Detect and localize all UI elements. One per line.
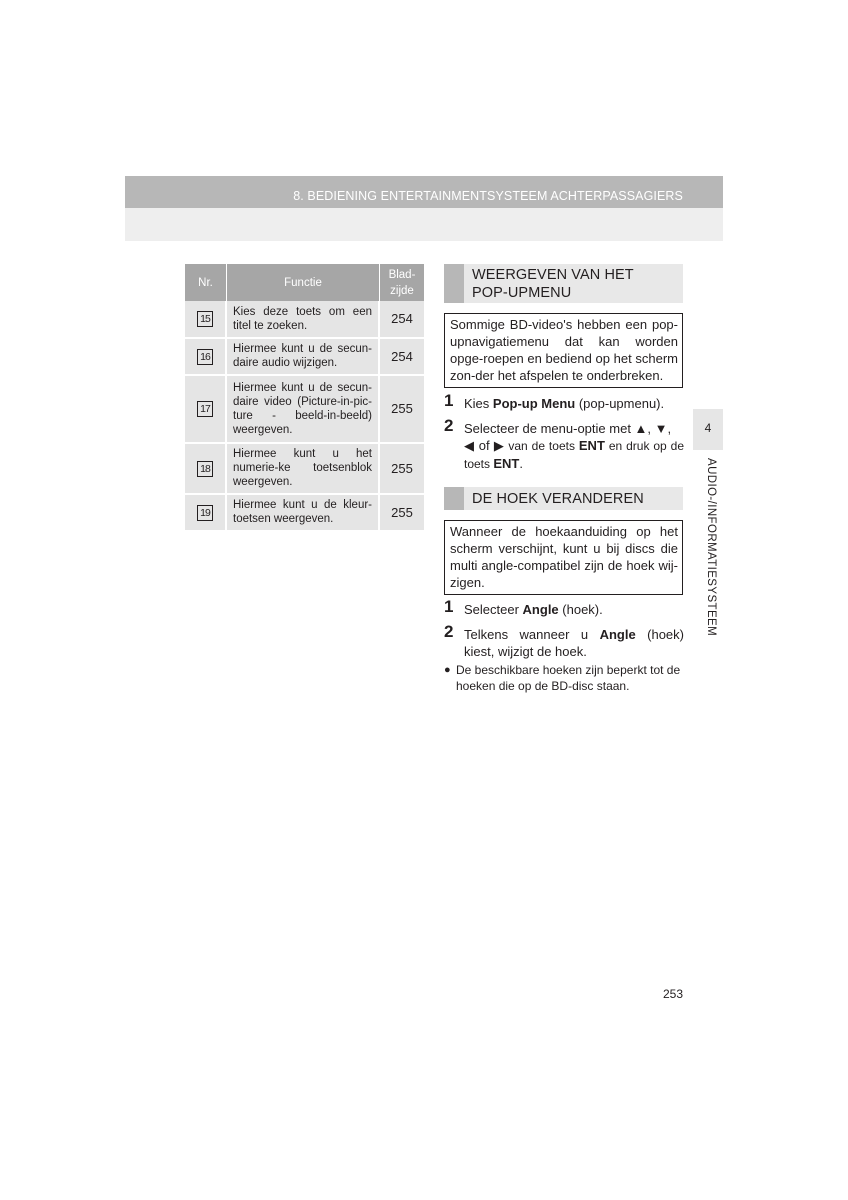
section-heading-line1: WEERGEVEN VAN HET [472, 267, 634, 283]
step-number: 1 [444, 391, 454, 410]
col-header-nr: Nr. [185, 264, 227, 301]
row-page: 255 [380, 444, 424, 495]
section-heading-hoek [444, 487, 683, 510]
table-row [185, 339, 424, 376]
angle-label: Angle [599, 627, 636, 642]
row-number: 18 [197, 461, 213, 477]
chapter-tab-number: 4 [693, 409, 723, 450]
row-number: 19 [197, 505, 213, 521]
step-number: 2 [444, 622, 454, 641]
angle-label: Angle [522, 602, 559, 617]
row-description: Hiermee kunt u de secun-daire audio wijzigen. [227, 339, 380, 376]
col-header-functie: Functie [227, 264, 380, 301]
step-telkens-angle: 2 Telkens wanneer u Angle (hoek) kiest, wijzigt de hoek. [444, 622, 684, 659]
row-number: 17 [197, 401, 213, 417]
note-text: De beschikbare hoeken zijn beperkt tot de hoeken die op de BD-disc staan. [456, 663, 681, 693]
arrow-down-icon: ▼ [654, 421, 668, 436]
ent-key-label: ENT [493, 456, 520, 471]
header-underbar [125, 208, 723, 241]
popup-menu-label: Pop-up Menu [492, 396, 576, 411]
table-header-row [185, 264, 424, 301]
col-header-blad-line2: zijde [390, 284, 414, 297]
col-header-bladzijde [380, 264, 424, 301]
step-selecteer-menu-optie: 2 Selecteer de menu-optie met ▲, ▼, ◀ of ▶ van de toets ENT en druk op de toets ENT. [444, 416, 684, 471]
col-header-blad-line1: Blad- [388, 268, 416, 281]
table-row [185, 301, 424, 339]
function-table [185, 264, 424, 532]
chapter-side-label: AUDIO-/INFORMATIESYSTEEM [705, 458, 717, 637]
intro-box-hoek: Wanneer de hoekaanduiding op het scherm verschijnt, kunt u bij discs die multi angle-compatibel zijn de hoek wij-zigen. [444, 520, 683, 595]
row-page: 254 [380, 301, 424, 339]
intro-box-popup-menu: Sommige BD-video's hebben een pop-upnavigatiemenu dat kan worden opge-roepen en bediend op het scherm zon-der het afspelen te onderbreken. [444, 313, 683, 388]
note-beschikbare-hoeken [444, 662, 684, 694]
row-description: Hiermee kunt u de kleur-toetsen weergeven. [227, 495, 380, 532]
step-selecteer-angle: 1 Selecteer Angle (hoek). [444, 597, 603, 617]
arrow-right-icon: ▶ [493, 438, 505, 453]
section-heading-popup-menu [444, 264, 683, 303]
section-heading-line2: POP-UPMENU [472, 285, 572, 301]
step-number: 1 [444, 597, 454, 616]
arrow-up-icon: ▲ [634, 421, 648, 436]
row-description: Hiermee kunt u het numerie-ke toetsenblok weergeven. [227, 444, 380, 495]
ent-key-label: ENT [578, 438, 605, 453]
bullet-icon: ● [444, 664, 451, 676]
row-number: 16 [197, 349, 213, 365]
page-number: 253 [662, 987, 683, 1001]
arrow-left-icon: ◀ [464, 438, 475, 453]
row-number: 15 [197, 311, 213, 327]
step-kies-popup-menu: 1 Kies Pop-up Menu (pop-upmenu). [444, 391, 665, 411]
table-row [185, 495, 424, 532]
table-row [185, 376, 424, 444]
section-heading-title: DE HOEK VERANDEREN [472, 491, 644, 507]
row-description: Hiermee kunt u de secun-daire video (Picture-in-pic-ture - beeld-in-beeld) weergeven. [227, 376, 380, 444]
step-number: 2 [444, 416, 454, 435]
row-description: Kies deze toets om een titel te zoeken. [227, 301, 380, 339]
chapter-title: 8. BEDIENING ENTERTAINMENTSYSTEEM ACHTERPASSAGIERS [293, 189, 683, 203]
table-row [185, 444, 424, 495]
row-page: 254 [380, 339, 424, 376]
chapter-header [125, 176, 723, 208]
row-page: 255 [380, 495, 424, 532]
row-page: 255 [380, 376, 424, 444]
